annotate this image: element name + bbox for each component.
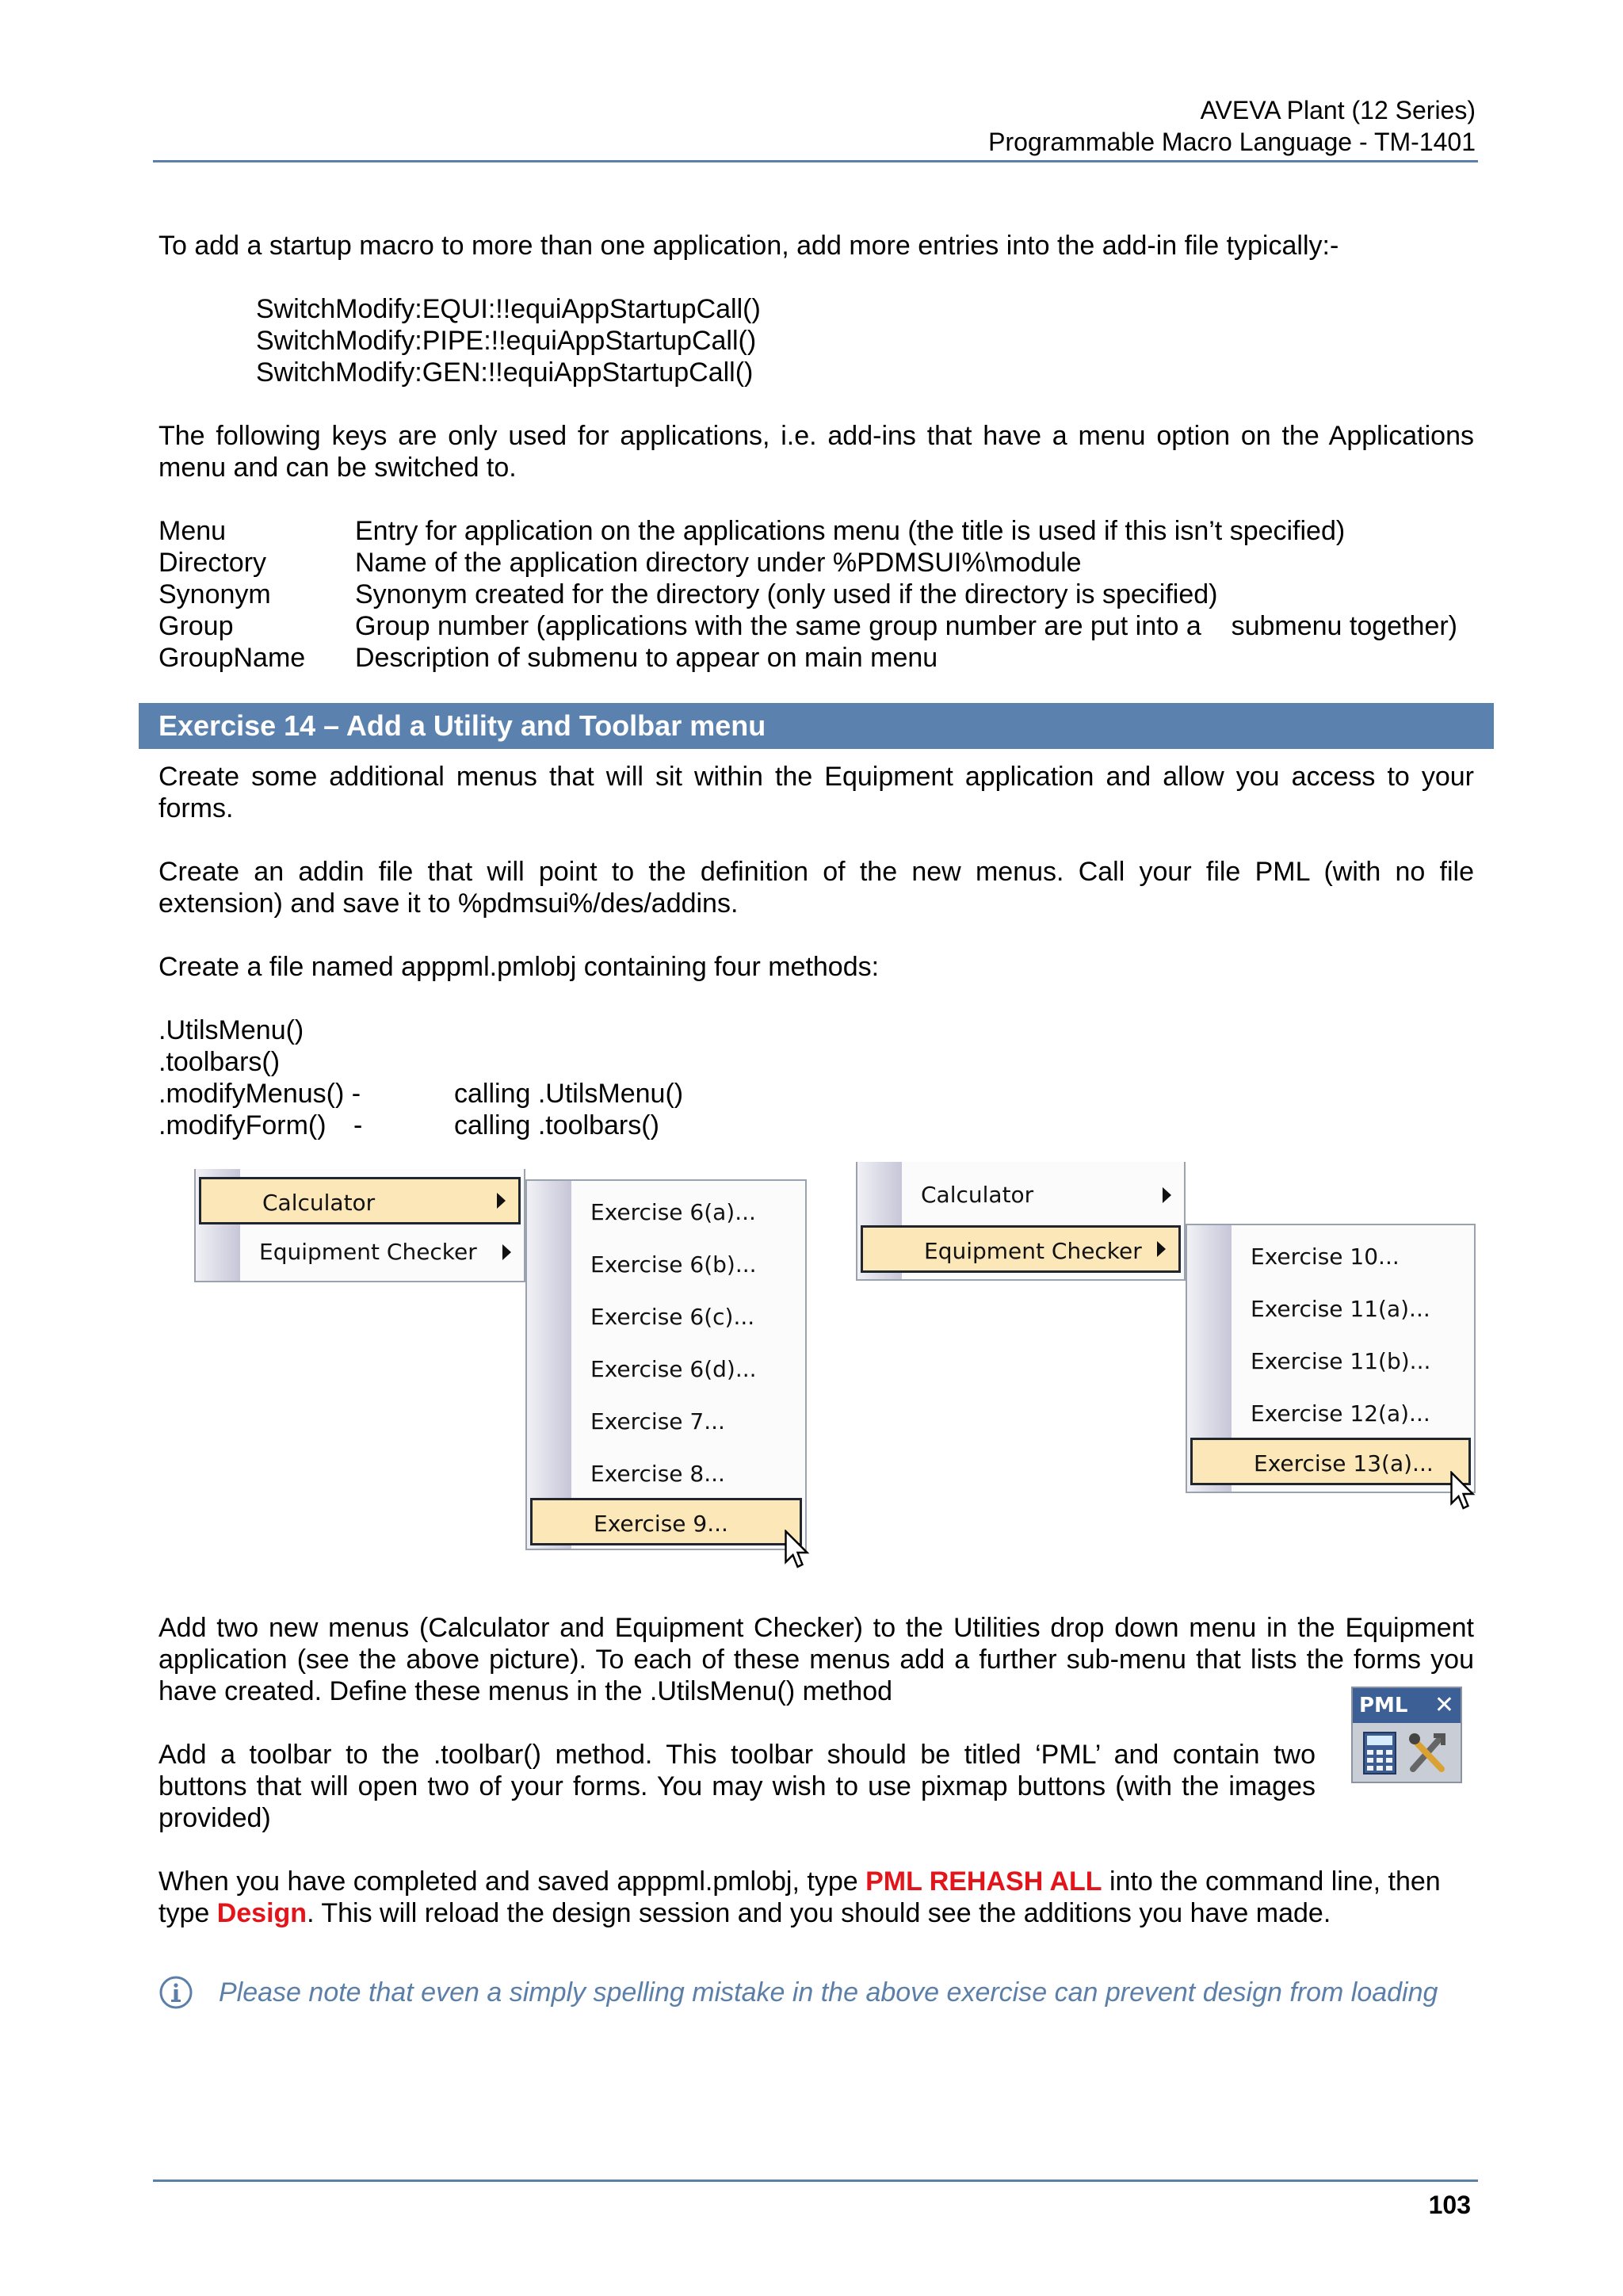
para6-text: type — [158, 1898, 217, 1928]
para5-line: Add a toolbar to the .toolbar() method. This toolbar should be titled ‘PML’ and contain two — [158, 1740, 1316, 1770]
equipment-checker-submenu — [1186, 1224, 1476, 1493]
code-line: SwitchModify:PIPE:!!equiAppStartupCall() — [256, 326, 757, 356]
para4-line: have created. Define these menus in the .UtilsMenu() method — [158, 1676, 893, 1706]
submenu-item[interactable] — [527, 1189, 805, 1236]
submenu-item-label: Exercise 6(b)... — [590, 1251, 757, 1278]
submenu-item-label: Exercise 10... — [1251, 1244, 1400, 1270]
key-name: Menu — [158, 516, 227, 546]
key-name: Synonym — [158, 579, 271, 609]
para6-line — [158, 1897, 1331, 1929]
intro-text: To add a startup macro to more than one application, add more entries into the add-in file typically:- — [158, 231, 1339, 261]
code-line: SwitchModify:GEN:!!equiAppStartupCall() — [256, 357, 754, 388]
key-desc: Synonym created for the directory (only used if the directory is specified) — [355, 579, 1218, 609]
mouse-pointer-icon — [1450, 1471, 1479, 1517]
submenu-arrow-icon — [1163, 1187, 1171, 1203]
para6-line — [158, 1866, 1474, 1897]
submenu-arrow-icon — [502, 1244, 511, 1260]
menu-item-label: Equipment Checker — [259, 1239, 477, 1265]
menu-item-calculator[interactable] — [199, 1177, 521, 1224]
method-dash: - — [353, 1110, 363, 1140]
submenu-item-label: Exercise 11(b)... — [1251, 1348, 1431, 1374]
command-design: Design — [216, 1898, 307, 1928]
para1-line: Create some additional menus that will sit within the Equipment application and allow you access to your — [158, 762, 1474, 792]
submenu-arrow-icon — [497, 1193, 506, 1209]
para6-text: When you have completed and saved apppml.pmlobj, type — [158, 1866, 866, 1897]
para1-line: forms. — [158, 793, 234, 823]
menu-item-calculator[interactable] — [857, 1171, 1184, 1219]
para2-line: extension) and save it to %pdmsui%/des/addins. — [158, 888, 739, 919]
para4-line: Add two new menus (Calculator and Equipment Checker) to the Utilities drop down menu in the Equipment — [158, 1613, 1474, 1643]
page-number: 103 — [1428, 2191, 1471, 2219]
submenu-item[interactable] — [527, 1293, 805, 1341]
method-call: calling .toolbars() — [454, 1110, 659, 1140]
key-name: Group — [158, 611, 234, 641]
submenu-item-label: Exercise 8... — [590, 1461, 725, 1487]
submenu-item[interactable] — [527, 1398, 805, 1446]
keys-intro-2: menu and can be switched to. — [158, 453, 517, 483]
submenu-arrow-icon — [1157, 1241, 1166, 1257]
para6-text: . This will reload the design session and you should see the additions you have made. — [307, 1898, 1331, 1928]
code-line: SwitchModify:EQUI:!!equiAppStartupCall() — [256, 294, 761, 324]
menu-item-label: Calculator — [921, 1182, 1034, 1208]
submenu-item-label: Exercise 6(d)... — [590, 1356, 757, 1382]
method-name: .toolbars() — [158, 1047, 281, 1077]
submenu-item-label: Exercise 12(a)... — [1251, 1400, 1430, 1427]
para2-line: Create an addin file that will point to the definition of the new menus. Call your file PML (with no file — [158, 857, 1474, 887]
key-desc: Description of submenu to appear on main menu — [355, 643, 938, 673]
submenu-item-label: Exercise 13(a)... — [1254, 1450, 1434, 1477]
method-call: calling .UtilsMenu() — [454, 1079, 684, 1109]
submenu-item[interactable] — [527, 1346, 805, 1393]
para5-line: provided) — [158, 1803, 271, 1833]
menu-item-equipment-checker[interactable] — [196, 1228, 524, 1276]
submenu-item[interactable] — [527, 1241, 805, 1289]
toolbar-title: PML — [1353, 1688, 1461, 1723]
info-icon — [158, 1975, 193, 2010]
submenu-item[interactable] — [1187, 1390, 1474, 1438]
submenu-item-label: Exercise 6(a)... — [590, 1199, 756, 1225]
key-desc: Group number (applications with the same group number are put into a submenu together) — [355, 611, 1457, 641]
header-rule — [153, 160, 1478, 162]
utilities-menu — [194, 1169, 525, 1282]
note-text: Please note that even a simply spelling mistake in the above exercise can prevent design from loading — [219, 1977, 1438, 2008]
submenu-item-highlighted[interactable] — [530, 1498, 802, 1545]
mouse-pointer-icon — [785, 1530, 813, 1576]
submenu-item-label: Exercise 7... — [590, 1408, 725, 1435]
method-name: .modifyMenus() - — [158, 1079, 361, 1109]
calculator-submenu — [525, 1179, 807, 1550]
submenu-item-label: Exercise 6(c)... — [590, 1304, 755, 1330]
method-name: .UtilsMenu() — [158, 1015, 304, 1045]
calculator-icon[interactable] — [1362, 1731, 1397, 1775]
submenu-item[interactable] — [1187, 1286, 1474, 1333]
para4-line: application (see the above picture). To each of these menus add a further sub-menu that lists the forms you — [158, 1645, 1474, 1675]
key-desc: Entry for application on the applications menu (the title is used if this isn’t specified) — [355, 516, 1346, 546]
submenu-item[interactable] — [1187, 1233, 1474, 1281]
para3: Create a file named apppml.pmlobj containing four methods: — [158, 952, 880, 982]
key-desc: Name of the application directory under %PDMSUI%\module — [355, 548, 1082, 578]
utilities-menu — [856, 1162, 1186, 1281]
close-icon[interactable]: ✕ — [1434, 1691, 1454, 1719]
submenu-item[interactable] — [1187, 1338, 1474, 1385]
method-name: .modifyForm() — [158, 1110, 327, 1140]
menu-item-label: Equipment Checker — [924, 1238, 1142, 1264]
submenu-item-highlighted[interactable] — [1190, 1438, 1471, 1485]
pml-toolbar — [1351, 1687, 1462, 1783]
para5-line: buttons that will open two of your forms. You may wish to use pixmap buttons (with the images — [158, 1771, 1316, 1801]
submenu-item[interactable] — [527, 1450, 805, 1498]
menu-item-label: Calculator — [262, 1190, 376, 1216]
command-rehash: PML REHASH ALL — [865, 1866, 1102, 1897]
header-title: AVEVA Plant (12 Series) — [1200, 96, 1476, 124]
submenu-item-label: Exercise 11(a)... — [1251, 1296, 1430, 1322]
submenu-item-label: Exercise 9... — [594, 1511, 728, 1537]
header-subtitle: Programmable Macro Language - TM-1401 — [988, 128, 1476, 156]
menu-item-equipment-checker[interactable] — [861, 1225, 1181, 1273]
footer-rule — [153, 2179, 1478, 2182]
keys-intro: The following keys are only used for applications, i.e. add-ins that have a menu option on the Applications — [158, 421, 1474, 451]
key-name: Directory — [158, 548, 267, 578]
key-name: GroupName — [158, 643, 306, 673]
tools-icon[interactable] — [1407, 1731, 1448, 1775]
para6-text: into the command line, then — [1102, 1866, 1441, 1897]
exercise-heading: Exercise 14 – Add a Utility and Toolbar menu — [139, 703, 1494, 749]
